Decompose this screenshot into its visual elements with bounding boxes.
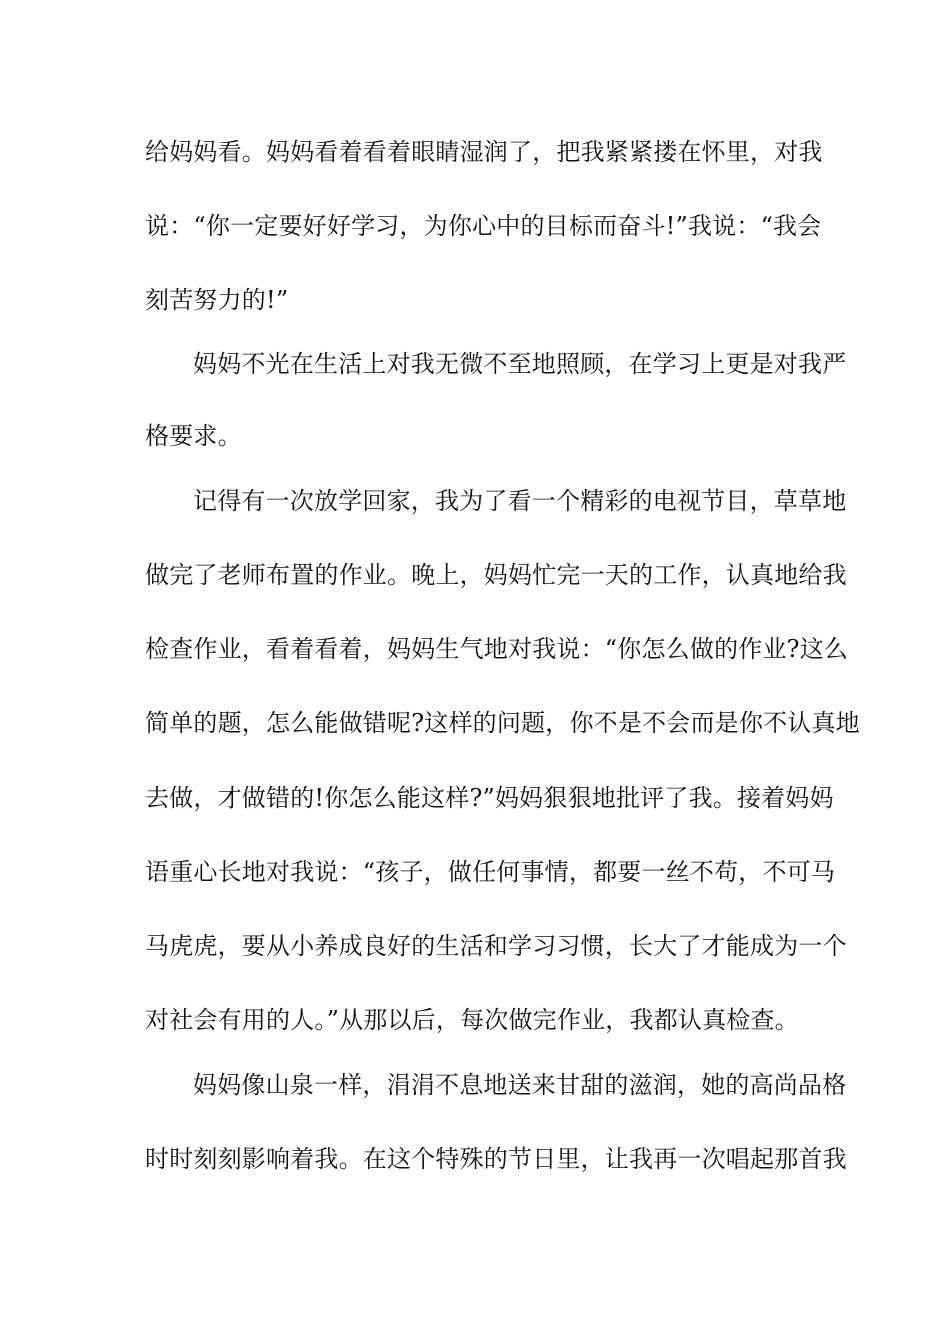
text-line: 去做，才做错的!你怎么能这样?”妈妈狠狠地批评了我。接着妈妈 [145, 784, 834, 812]
text-line: 刻苦努力的!” [145, 286, 289, 314]
text-line: 简单的题，怎么能做错呢?这样的问题，你不是不会而是你不认真地 [145, 709, 860, 737]
text-line: 格要求。 [145, 422, 242, 450]
paragraph-first-line: 妈妈像山泉一样，涓涓不息地送来甘甜的滋润，她的高尚品格 [193, 1071, 847, 1099]
text-line: 给妈妈看。妈妈看着看着眼睛湿润了，把我紧紧搂在怀里，对我 [145, 138, 823, 166]
paragraph-first-line: 妈妈不光在生活上对我无微不至地照顾，在学习上更是对我严 [193, 350, 847, 378]
text-line: 语重心长地对我说：“孩子，做任何事情，都要一丝不苟，不可马 [145, 858, 836, 886]
text-line: 检查作业，看着看着，妈妈生气地对我说：“你怎么做的作业?这么 [145, 635, 849, 663]
text-line: 时时刻刻影响着我。在这个特殊的节日里，让我再一次唱起那首我 [145, 1145, 847, 1173]
text-line: 对社会有用的人。”从那以后，每次做完作业，我都认真检查。 [145, 1006, 799, 1034]
text-line: 做完了老师布置的作业。晚上，妈妈忙完一天的工作，认真地给我 [145, 561, 847, 589]
paragraph-first-line: 记得有一次放学回家，我为了看一个精彩的电视节目，草草地 [193, 487, 847, 515]
text-line: 马虎虎，要从小养成良好的生活和学习习惯，长大了才能成为一个 [145, 932, 847, 960]
text-line: 说：“你一定要好好学习，为你心中的目标而奋斗!”我说：“我会 [145, 212, 822, 240]
